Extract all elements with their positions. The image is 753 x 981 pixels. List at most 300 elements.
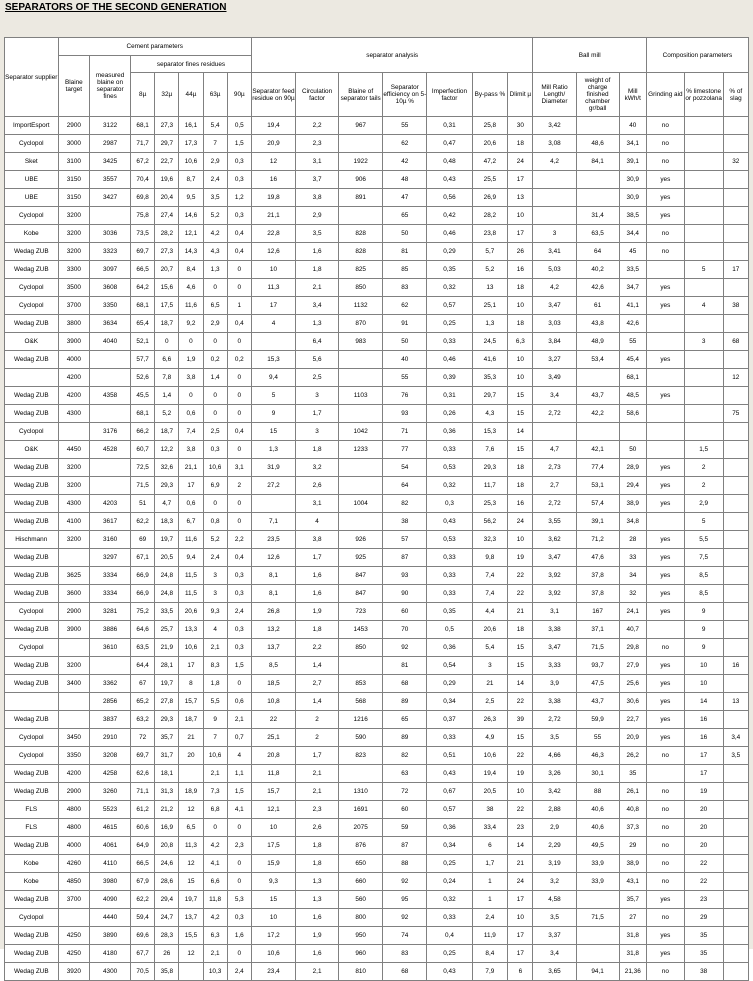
table-cell: 33,4 [472, 819, 508, 837]
table-cell: 37,8 [576, 567, 619, 585]
table-cell: 3,42 [533, 117, 576, 135]
table-cell: 0 [227, 279, 251, 297]
col-header-circulation: Circulation factor [296, 73, 339, 117]
table-cell: 2,6 [296, 477, 339, 495]
table-cell: 18 [508, 279, 533, 297]
table-cell: 24,7 [155, 909, 179, 927]
table-row [5, 153, 749, 171]
table-cell: Hischmann [5, 531, 59, 549]
table-row [5, 441, 749, 459]
table-cell: Wedag ZUB [5, 927, 59, 945]
table-cell: 0 [227, 261, 251, 279]
col-header-dlimit: Dlimit µ [508, 73, 533, 117]
table-cell: ImportEsport [5, 117, 59, 135]
table-cell [646, 621, 684, 639]
table-cell: 30,9 [619, 189, 646, 207]
table-cell: 0,53 [427, 459, 472, 477]
table-cell: 3900 [58, 621, 90, 639]
table-row [5, 459, 749, 477]
table-cell: Wedag ZUB [5, 387, 59, 405]
table-cell: 3300 [58, 261, 90, 279]
table-cell: yes [646, 477, 684, 495]
table-cell: 1,6 [227, 927, 251, 945]
table-cell: 3334 [90, 567, 131, 585]
table-cell: 0 [203, 279, 227, 297]
table-cell: 20,5 [155, 549, 179, 567]
table-cell: 5,2 [203, 531, 227, 549]
table-cell: Wedag ZUB [5, 405, 59, 423]
table-cell: 2,4 [472, 909, 508, 927]
table-cell: 0,7 [227, 729, 251, 747]
table-cell [576, 423, 619, 441]
table-cell: 26 [155, 945, 179, 963]
table-cell: 3208 [90, 747, 131, 765]
table-cell: 31,4 [576, 207, 619, 225]
table-row [5, 225, 749, 243]
table-cell: 2,4 [203, 171, 227, 189]
table-cell: 6,5 [179, 819, 203, 837]
table-cell: 3,1 [533, 603, 576, 621]
table-cell: 3,49 [533, 369, 576, 387]
table-cell: 30,1 [576, 765, 619, 783]
table-cell: yes [646, 927, 684, 945]
table-cell: 21,9 [155, 639, 179, 657]
table-cell: Wedag ZUB [5, 477, 59, 495]
table-cell: 22,8 [251, 225, 295, 243]
table-cell: 15 [508, 639, 533, 657]
table-cell: 853 [339, 675, 383, 693]
table-cell: 62 [383, 297, 427, 315]
table-cell: no [646, 783, 684, 801]
table-cell: 35,8 [155, 963, 179, 981]
col-header-blaine-target: Blaine target [58, 56, 90, 117]
col-header-charge-weight: weight of charge finished chamber gr/ball [576, 73, 619, 117]
table-cell: Wedag ZUB [5, 711, 59, 729]
table-cell: 2,72 [533, 711, 576, 729]
table-cell: 17 [508, 891, 533, 909]
table-cell [90, 207, 131, 225]
table-cell: 650 [339, 855, 383, 873]
table-cell: 1,6 [296, 945, 339, 963]
table-row [5, 405, 749, 423]
table-cell: 3,8 [296, 531, 339, 549]
table-cell [576, 189, 619, 207]
table-cell: 63,2 [131, 711, 155, 729]
table-cell: 11,6 [179, 531, 203, 549]
table-cell: 1,5 [684, 441, 723, 459]
table-cell: 1,5 [227, 783, 251, 801]
table-cell: 37,1 [576, 621, 619, 639]
table-cell: 26,9 [472, 189, 508, 207]
table-cell [58, 639, 90, 657]
table-cell: 1,9 [296, 927, 339, 945]
table-cell: 3,37 [533, 927, 576, 945]
table-cell: 9,4 [179, 549, 203, 567]
table-cell: 19,8 [251, 189, 295, 207]
table-cell: 31,3 [155, 783, 179, 801]
table-cell: 32,6 [155, 459, 179, 477]
table-cell: 71,1 [131, 783, 155, 801]
table-cell: 5,03 [533, 261, 576, 279]
table-cell [723, 819, 748, 837]
table-cell: 3610 [90, 639, 131, 657]
table-row [5, 315, 749, 333]
table-cell [684, 423, 723, 441]
table-cell: 20,6 [472, 135, 508, 153]
table-cell: 29,7 [155, 135, 179, 153]
table-cell [723, 423, 748, 441]
table-cell: 95 [383, 891, 427, 909]
table-row [5, 189, 749, 207]
table-cell: 37,3 [619, 819, 646, 837]
table-cell: 4200 [58, 369, 90, 387]
table-cell: 3608 [90, 279, 131, 297]
table-cell: 32 [619, 585, 646, 603]
table-cell: 33,9 [576, 855, 619, 873]
table-cell [723, 891, 748, 909]
table-cell: Sket [5, 153, 59, 171]
table-cell: no [646, 837, 684, 855]
table-cell: 75,8 [131, 207, 155, 225]
table-cell: 1 [227, 297, 251, 315]
table-cell: 3,27 [533, 351, 576, 369]
table-cell: 12 [723, 369, 748, 387]
table-cell: 3,92 [533, 585, 576, 603]
table-cell: yes [646, 171, 684, 189]
table-cell: 15,3 [472, 423, 508, 441]
table-cell: 2,1 [296, 963, 339, 981]
table-cell: 0,34 [427, 693, 472, 711]
table-cell: 53,4 [576, 351, 619, 369]
table-cell [684, 279, 723, 297]
table-cell: 2,7 [533, 477, 576, 495]
table-cell: 925 [339, 549, 383, 567]
table-cell: 17 [179, 477, 203, 495]
table-cell: 0 [227, 405, 251, 423]
table-cell: 17 [179, 657, 203, 675]
table-cell [58, 423, 90, 441]
table-cell: 15 [508, 441, 533, 459]
table-cell: 3,47 [533, 297, 576, 315]
table-cell: 1,3 [296, 891, 339, 909]
table-cell: 24,6 [155, 855, 179, 873]
table-cell: 3557 [90, 171, 131, 189]
table-cell: 20,9 [619, 729, 646, 747]
table-cell: 11,3 [179, 837, 203, 855]
table-cell [723, 441, 748, 459]
table-cell: 0,3 [427, 495, 472, 513]
table-cell: Wedag ZUB [5, 315, 59, 333]
table-cell: Wedag ZUB [5, 657, 59, 675]
table-cell: 21,1 [179, 459, 203, 477]
table-row [5, 369, 749, 387]
table-cell [533, 171, 576, 189]
table-cell: 7,9 [472, 963, 508, 981]
table-cell: 21 [179, 729, 203, 747]
table-cell: 1,8 [296, 261, 339, 279]
table-cell: yes [646, 567, 684, 585]
table-cell [723, 171, 748, 189]
table-cell: 4,58 [533, 891, 576, 909]
table-cell: 70,4 [131, 171, 155, 189]
table-cell: 0 [227, 855, 251, 873]
table-cell: 90 [383, 585, 427, 603]
table-row [5, 621, 749, 639]
table-cell: 2075 [339, 819, 383, 837]
table-cell: 43,1 [619, 873, 646, 891]
table-cell: yes [646, 585, 684, 603]
table-cell: 17,5 [251, 837, 295, 855]
table-cell [646, 765, 684, 783]
table-cell: 3,38 [533, 621, 576, 639]
table-cell: 8,7 [179, 171, 203, 189]
table-cell: 10,3 [203, 963, 227, 981]
table-cell: 0,33 [427, 585, 472, 603]
table-cell: 11,9 [472, 927, 508, 945]
table-cell: 4,2 [533, 153, 576, 171]
table-cell [58, 909, 90, 927]
table-cell: 4850 [58, 873, 90, 891]
table-cell: O&K [5, 441, 59, 459]
table-cell: 0,36 [427, 423, 472, 441]
table-cell [723, 621, 748, 639]
table-cell: 7,4 [472, 585, 508, 603]
table-cell [90, 459, 131, 477]
table-cell: 17 [684, 765, 723, 783]
table-cell: 0,33 [427, 441, 472, 459]
table-cell: 10 [508, 783, 533, 801]
table-cell: 3362 [90, 675, 131, 693]
table-cell: 1,2 [227, 189, 251, 207]
table-row [5, 297, 749, 315]
table-cell: 2900 [58, 117, 90, 135]
table-cell: 40,8 [619, 801, 646, 819]
table-cell: 0,24 [427, 873, 472, 891]
table-cell: 9,5 [179, 189, 203, 207]
table-cell: 39 [508, 711, 533, 729]
table-cell: 68 [383, 675, 427, 693]
table-cell: 0,2 [227, 351, 251, 369]
table-row [5, 261, 749, 279]
table-cell: 4615 [90, 819, 131, 837]
table-row [5, 909, 749, 927]
table-cell: 18,7 [155, 315, 179, 333]
table-cell: 24 [508, 513, 533, 531]
table-cell: 8,3 [203, 657, 227, 675]
table-cell: 22 [508, 585, 533, 603]
table-cell: 4300 [90, 963, 131, 981]
table-cell [684, 369, 723, 387]
col-header-8u: 8µ [131, 73, 155, 117]
table-cell: 25,5 [472, 171, 508, 189]
table-cell: 9 [684, 621, 723, 639]
table-cell [723, 189, 748, 207]
table-cell: 0,51 [427, 747, 472, 765]
table-row [5, 567, 749, 585]
table-cell: Kobe [5, 855, 59, 873]
table-cell: 25,3 [472, 495, 508, 513]
table-cell: 3,92 [533, 567, 576, 585]
table-cell: 6,6 [155, 351, 179, 369]
table-cell: 3,5 [203, 189, 227, 207]
table-row [5, 747, 749, 765]
table-cell: 0,32 [427, 477, 472, 495]
table-cell: 823 [339, 747, 383, 765]
table-cell: 1,1 [227, 765, 251, 783]
group-header-residues: separator fines residues [131, 56, 252, 73]
table-cell: 3425 [90, 153, 131, 171]
table-cell: Wedag ZUB [5, 549, 59, 567]
group-header-ball-mill: Ball mill [533, 38, 646, 73]
table-cell: 5,3 [227, 891, 251, 909]
table-cell: 68,1 [131, 405, 155, 423]
table-cell: 5523 [90, 801, 131, 819]
table-cell: 43,8 [576, 315, 619, 333]
table-row [5, 945, 749, 963]
table-cell: 11,5 [179, 585, 203, 603]
table-cell: yes [646, 693, 684, 711]
table-cell: 61,2 [131, 801, 155, 819]
table-cell: 7,3 [203, 783, 227, 801]
table-cell: 0,35 [427, 603, 472, 621]
table-cell: 0,33 [427, 549, 472, 567]
table-cell: Cyclopol [5, 423, 59, 441]
table-cell: 0,42 [427, 207, 472, 225]
table-cell: 35,3 [472, 369, 508, 387]
table-cell: 1 [472, 873, 508, 891]
table-cell: 1,3 [296, 873, 339, 891]
table-cell: UBE [5, 189, 59, 207]
table-cell: 24 [508, 153, 533, 171]
table-cell [339, 765, 383, 783]
page-title: SEPARATORS OF THE SECOND GENERATION [5, 2, 227, 13]
table-cell: 19,4 [472, 765, 508, 783]
table-cell: 12,6 [251, 549, 295, 567]
col-header-44u: 44µ [179, 73, 203, 117]
table-cell: 13 [472, 279, 508, 297]
table-cell: 5,5 [203, 693, 227, 711]
table-cell: 18,5 [251, 675, 295, 693]
table-cell: 4,66 [533, 747, 576, 765]
col-header-blaine-tails: Blaine of separator tails [339, 73, 383, 117]
table-cell: 3,4 [296, 297, 339, 315]
table-cell: 1,6 [296, 909, 339, 927]
table-cell [723, 639, 748, 657]
table-cell: 43,7 [576, 693, 619, 711]
table-cell: 2,72 [533, 495, 576, 513]
table-cell: 0 [179, 387, 203, 405]
table-cell: 2,9 [684, 495, 723, 513]
table-cell: 4061 [90, 837, 131, 855]
table-cell: 4440 [90, 909, 131, 927]
table-cell: 7 [203, 729, 227, 747]
table-cell [684, 351, 723, 369]
table-cell: 69,7 [131, 747, 155, 765]
table-cell: 39,1 [619, 153, 646, 171]
table-cell: 4,4 [472, 603, 508, 621]
table-cell: 32,3 [472, 531, 508, 549]
table-cell: 3100 [58, 153, 90, 171]
table-cell: 17 [508, 927, 533, 945]
table-cell: 0,3 [203, 441, 227, 459]
table-cell: 26,2 [619, 747, 646, 765]
table-cell: 1 [472, 891, 508, 909]
table-cell: 0,5 [227, 117, 251, 135]
table-cell [723, 711, 748, 729]
table-cell: 67,1 [131, 549, 155, 567]
table-cell: 94,1 [576, 963, 619, 981]
table-row [5, 765, 749, 783]
table-cell: 1216 [339, 711, 383, 729]
table-cell: 10,6 [203, 747, 227, 765]
table-cell: 3350 [90, 297, 131, 315]
table-row [5, 603, 749, 621]
table-cell: 24,8 [155, 567, 179, 585]
table-cell: 12,1 [179, 225, 203, 243]
table-cell: 4250 [58, 927, 90, 945]
table-cell: 87 [383, 549, 427, 567]
table-cell: 967 [339, 117, 383, 135]
table-cell: 3160 [90, 531, 131, 549]
table-cell: 2,5 [203, 423, 227, 441]
table-cell: 59 [383, 819, 427, 837]
table-cell: 3,8 [179, 441, 203, 459]
table-cell: 18 [508, 621, 533, 639]
table-cell: 29,3 [155, 711, 179, 729]
table-cell: 3,1 [227, 459, 251, 477]
table-cell: 5 [251, 387, 295, 405]
table-cell: 1,4 [203, 369, 227, 387]
table-cell: 1,7 [472, 855, 508, 873]
table-cell: 69,6 [131, 927, 155, 945]
table-cell: 4110 [90, 855, 131, 873]
table-cell: 906 [339, 171, 383, 189]
table-cell: 4040 [90, 333, 131, 351]
table-cell: yes [646, 207, 684, 225]
table-cell: 67,7 [131, 945, 155, 963]
table-cell [339, 459, 383, 477]
table-cell: 23,8 [472, 225, 508, 243]
table-cell: 0,53 [427, 531, 472, 549]
table-cell: 3200 [58, 531, 90, 549]
table-cell: 38 [472, 801, 508, 819]
table-cell: 1,4 [296, 657, 339, 675]
table-cell: 93 [383, 567, 427, 585]
table-cell: 40,2 [576, 261, 619, 279]
table-cell: 15,5 [179, 927, 203, 945]
table-cell [646, 261, 684, 279]
table-cell: 3200 [58, 207, 90, 225]
table-cell: 66,9 [131, 567, 155, 585]
table-cell: 3334 [90, 585, 131, 603]
table-cell: 3000 [58, 135, 90, 153]
table-cell: 18,7 [179, 711, 203, 729]
table-cell [58, 693, 90, 711]
table-cell: 0,31 [427, 117, 472, 135]
table-cell: 20,5 [472, 783, 508, 801]
table-cell: 55 [383, 117, 427, 135]
table-cell: 35,7 [619, 891, 646, 909]
table-cell: 3886 [90, 621, 131, 639]
table-cell: 0 [179, 333, 203, 351]
table-cell: 2,1 [296, 279, 339, 297]
table-cell: 2,9 [533, 819, 576, 837]
table-cell: 4450 [58, 441, 90, 459]
table-cell: 62,2 [131, 891, 155, 909]
table-cell: 10 [684, 657, 723, 675]
table-cell: 3450 [58, 729, 90, 747]
table-cell: 3,8 [296, 189, 339, 207]
